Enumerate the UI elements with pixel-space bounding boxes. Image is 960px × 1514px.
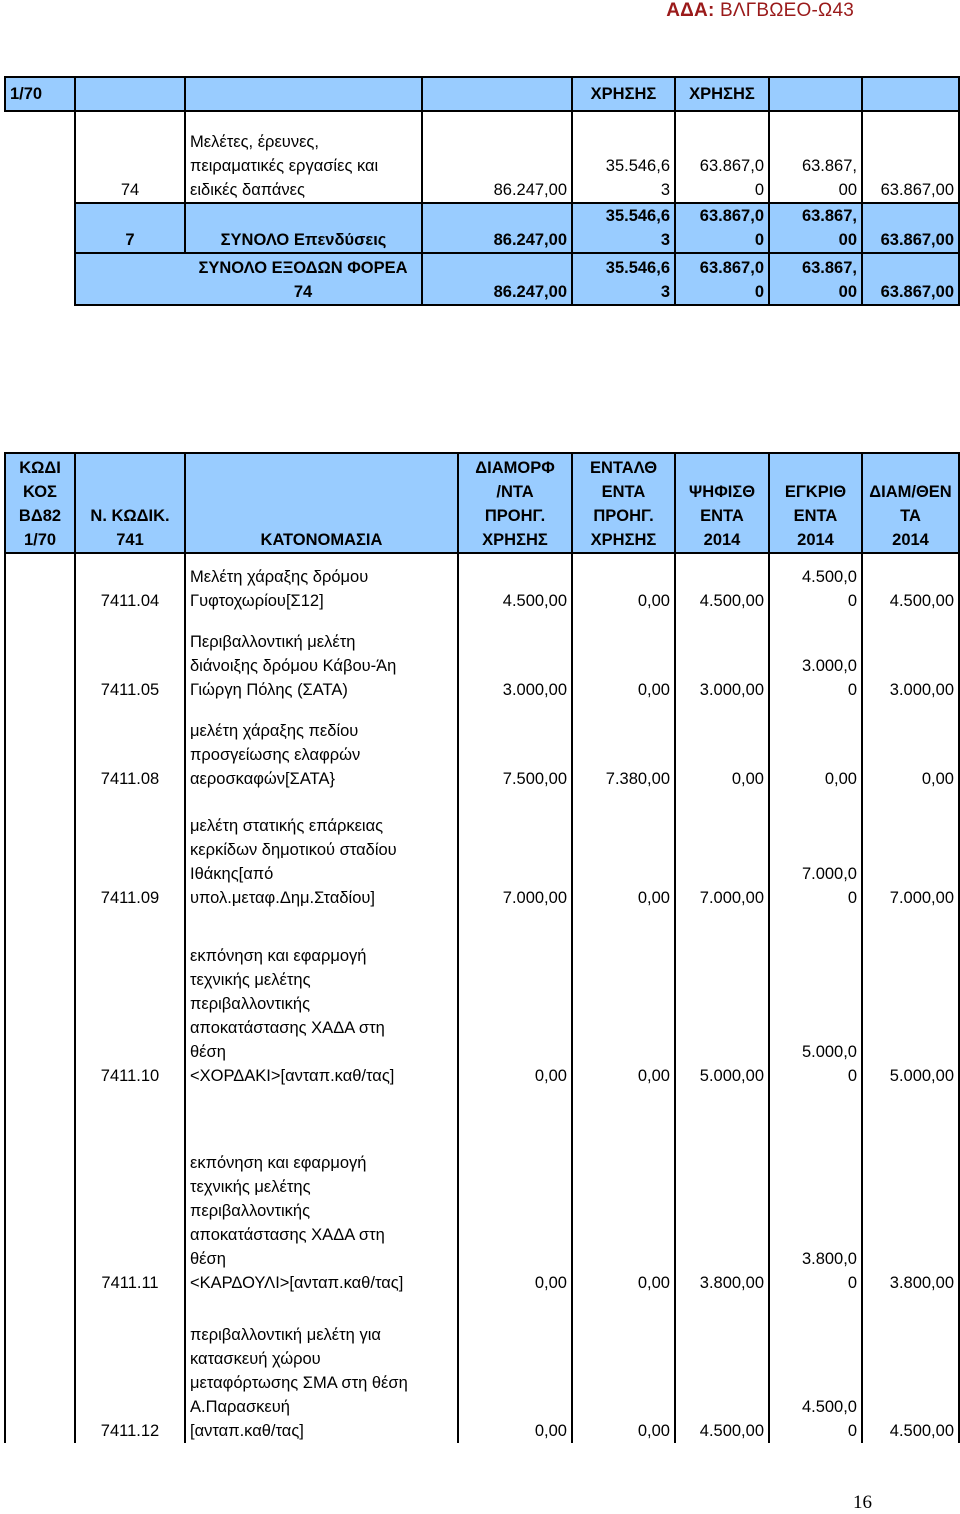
row-label: Περιβαλλοντική μελέτη διάνοιξης δρόμου Κάβου-Άη Γιώργη Πόλης (ΣΑΤΑ) (185, 613, 458, 702)
row-code: 7411.12 (75, 1295, 185, 1443)
row-value: 7.380,00 (572, 702, 675, 791)
row-value: 0,00 (675, 702, 769, 791)
row-value: 63.867,00 (862, 253, 959, 305)
row-label: μελέτη χάραξης πεδίου προσγείωσης ελαφρών αεροσκαφών[ΣΑΤΑ} (185, 702, 458, 791)
row-value: 5.000,00 (675, 910, 769, 1088)
row-value: 86.247,00 (422, 111, 572, 203)
row-value: 4.500,00 (862, 553, 959, 613)
row-value: 63.867,00 (862, 111, 959, 203)
row-value: 4.500,0 0 (769, 553, 862, 613)
row-label: Μελέτη χάραξης δρόμου Γυφτοχωρίου[Σ12] (185, 553, 458, 613)
row-code: 7411.09 (75, 791, 185, 910)
row-value: 7.000,0 0 (769, 791, 862, 910)
row-value: 35.546,6 3 (572, 203, 675, 253)
row-value: 0,00 (862, 702, 959, 791)
row-value: 0,00 (769, 702, 862, 791)
row-value: 7.500,00 (458, 702, 572, 791)
table-row (5, 702, 959, 791)
ada-header (666, 0, 854, 22)
row-value: 7.000,00 (862, 791, 959, 910)
table-row (5, 791, 959, 910)
page-number: 16 (853, 1492, 872, 1513)
row-value: 4.500,00 (675, 553, 769, 613)
row-value: 63.867, 00 (769, 203, 862, 253)
row-value: 3.000,00 (458, 613, 572, 702)
row-value: 4.500,00 (458, 553, 572, 613)
table-row (5, 553, 959, 613)
row-value: 7.000,00 (458, 791, 572, 910)
row-label: ΣΥΝΟΛΟ ΕΞΟΔΩΝ ΦΟΡΕΑ 74 (185, 253, 422, 305)
row-value: 63.867,00 (862, 203, 959, 253)
row-value: 7.000,00 (675, 791, 769, 910)
col-header-voted: ΨΗΦΙΣΘ ΕΝΤΑ 2014 (675, 453, 769, 553)
row-code: 7411.11 (75, 1088, 185, 1295)
row-value: 0,00 (572, 613, 675, 702)
row-value: 4.500,00 (675, 1295, 769, 1443)
row-value: 4.500,00 (862, 1295, 959, 1443)
row-value: 86.247,00 (422, 203, 572, 253)
top-table-row (5, 253, 959, 305)
row-value: 63.867, 00 (769, 111, 862, 203)
col-header-code: ΚΩΔΙ ΚΟΣ ΒΔ82 1/70 (5, 453, 75, 553)
row-value: 3.800,00 (675, 1088, 769, 1295)
row-code: 7 (75, 203, 185, 253)
col-header-prev-formed: ΔΙΑΜΟΡΦ /ΝΤΑ ΠΡΟΗΓ. ΧΡΗΣΗΣ (458, 453, 572, 553)
row-value: 63.867,0 0 (675, 111, 769, 203)
col-header-new-code: Ν. ΚΩΔΙΚ. 741 (75, 453, 185, 553)
row-value: 0,00 (572, 910, 675, 1088)
head-cell-xrisis-2: ΧΡΗΣΗΣ (675, 77, 769, 111)
row-value: 0,00 (572, 553, 675, 613)
ada-code: ΒΛΓΒΩΕΟ-Ω43 (719, 0, 854, 21)
row-value: 0,00 (458, 1088, 572, 1295)
table-row (5, 1295, 959, 1443)
top-table-row (5, 111, 959, 203)
row-value: 0,00 (572, 1295, 675, 1443)
row-label: εκπόνηση και εφαρμογή τεχνικής μελέτης περιβαλλοντικής αποκατάστασης ΧΑΔΑ στη θέση <ΧΟΡΔΑΚΙ>[ανταπ.καθ/τας] (185, 910, 458, 1088)
row-label: ΣΥΝΟΛΟ Επενδύσεις (185, 203, 422, 253)
row-value: 0,00 (572, 791, 675, 910)
row-value: 3.000,00 (675, 613, 769, 702)
row-label: περιβαλλοντική μελέτη για κατασκευή χώρου μεταφόρτωσης ΣΜΑ στη θέση Α.Παρασκευή [ανταπ.καθ/τας] (185, 1295, 458, 1443)
row-value: 0,00 (458, 1295, 572, 1443)
top-budget-table (4, 76, 960, 306)
col-header-approved: ΕΓΚΡΙΘ ΕΝΤΑ 2014 (769, 453, 862, 553)
top-table-row (5, 203, 959, 253)
table-row (5, 1088, 959, 1295)
row-value: 4.500,0 0 (769, 1295, 862, 1443)
row-code: 7411.10 (75, 910, 185, 1088)
row-label: μελέτη στατικής επάρκειας κερκίδων δημοτικού σταδίου Ιθάκης[από υπολ.μεταφ.Δημ.Σταδίου] (185, 791, 458, 910)
row-value: 63.867,0 0 (675, 253, 769, 305)
row-label: εκπόνηση και εφαρμογή τεχνικής μελέτης περιβαλλοντικής αποκατάστασης ΧΑΔΑ στη θέση <ΚΑΡΔΟΥΛΙ>[ανταπ.καθ/τας] (185, 1088, 458, 1295)
row-value: 3.000,00 (862, 613, 959, 702)
row-value: 35.546,6 3 (572, 253, 675, 305)
head-cell-xrisis-1: ΧΡΗΣΗΣ (572, 77, 675, 111)
main-budget-table (4, 452, 960, 1443)
table-row (5, 613, 959, 702)
row-value: 35.546,6 3 (572, 111, 675, 203)
row-value: 5.000,0 0 (769, 910, 862, 1088)
row-code: 7411.08 (75, 702, 185, 791)
row-value: 63.867, 00 (769, 253, 862, 305)
ada-label: ΑΔΑ: (666, 0, 715, 21)
row-value: 0,00 (572, 1088, 675, 1295)
top-table-head-row (5, 77, 959, 111)
col-header-formed: ΔΙΑΜ/ΘΕΝ ΤΑ 2014 (862, 453, 959, 553)
row-code: 7411.05 (75, 613, 185, 702)
table-row (5, 910, 959, 1088)
col-header-name: ΚΑΤΟΝΟΜΑΣΙΑ (185, 453, 458, 553)
row-label: Μελέτες, έρευνες, πειραματικές εργασίες και ειδικές δαπάνες (185, 111, 422, 203)
row-value: 3.800,0 0 (769, 1088, 862, 1295)
row-value: 3.000,0 0 (769, 613, 862, 702)
row-value: 86.247,00 (422, 253, 572, 305)
col-header-prev-ordered: ΕΝΤΑΛΘ ΕΝΤΑ ΠΡΟΗΓ. ΧΡΗΣΗΣ (572, 453, 675, 553)
row-value: 5.000,00 (862, 910, 959, 1088)
row-value: 3.800,00 (862, 1088, 959, 1295)
row-code: 74 (75, 111, 185, 203)
row-value: 63.867,0 0 (675, 203, 769, 253)
head-cell-code: 1/70 (5, 77, 75, 111)
row-code: 7411.04 (75, 553, 185, 613)
row-value: 0,00 (458, 910, 572, 1088)
main-table-header (5, 453, 959, 553)
